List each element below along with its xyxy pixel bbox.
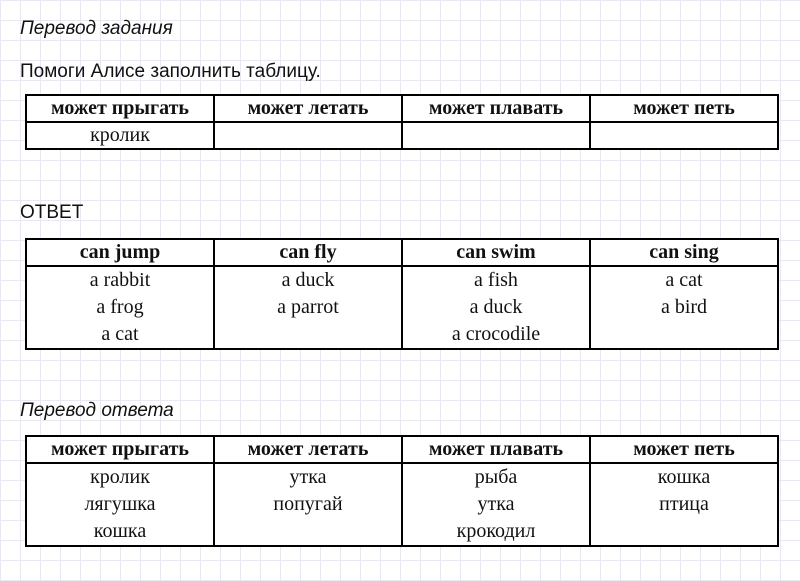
task-cell-jump: кролик — [26, 122, 214, 149]
list-item: a parrot — [277, 296, 339, 318]
list-item: рыба — [474, 466, 518, 488]
translation-header-swim: может плавать — [402, 436, 590, 463]
list-item: a crocodile — [451, 323, 541, 345]
translation-cell-sing — [590, 463, 778, 546]
list-item: утка — [289, 466, 327, 488]
answer-cell-sing — [590, 266, 778, 349]
list-item: a duck — [281, 269, 335, 291]
translation-table-row — [26, 463, 778, 546]
task-table-row — [26, 122, 778, 149]
list-item: крокодил — [456, 520, 536, 542]
answer-table — [25, 238, 779, 350]
translation-header-jump: может прыгать — [26, 436, 214, 463]
task-cell-swim — [402, 122, 590, 149]
answer-cell-fly — [214, 266, 402, 349]
task-title: Перевод задания — [20, 18, 173, 39]
translation-header-sing: может петь — [590, 436, 778, 463]
list-item: кошка — [657, 466, 711, 488]
list-item: a bird — [660, 296, 708, 318]
answer-table-row — [26, 266, 778, 349]
list-item: птица — [659, 493, 709, 515]
list-item: a fish — [474, 269, 518, 291]
task-header-jump: может прыгать — [26, 95, 214, 122]
list-item: a cat — [101, 323, 139, 345]
answer-header-fly: can fly — [214, 239, 402, 266]
translation-cell-jump — [26, 463, 214, 546]
answer-cell-swim — [402, 266, 590, 349]
translation-header-fly: может летать — [214, 436, 402, 463]
task-cell-sing — [590, 122, 778, 149]
answer-cell-jump — [26, 266, 214, 349]
answer-title: ОТВЕТ — [20, 202, 84, 223]
task-cell-fly — [214, 122, 402, 149]
answer-header-sing: can sing — [590, 239, 778, 266]
translation-cell-fly — [214, 463, 402, 546]
task-header-swim: может плавать — [402, 95, 590, 122]
answer-header-swim: can swim — [402, 239, 590, 266]
task-table-header-row — [26, 95, 778, 122]
translation-cell-swim — [402, 463, 590, 546]
task-header-sing: может петь — [590, 95, 778, 122]
list-item: кролик — [90, 466, 150, 488]
task-instruction: Помоги Алисе заполнить таблицу. — [20, 61, 321, 82]
list-item: кошка — [93, 520, 147, 542]
list-item: a duck — [469, 296, 523, 318]
translation-title: Перевод ответа — [20, 400, 174, 421]
list-item: a cat — [665, 269, 703, 291]
list-item: попугай — [273, 493, 343, 515]
list-item: a rabbit — [89, 269, 151, 291]
translation-table-header-row — [26, 436, 778, 463]
translation-table — [25, 435, 779, 547]
list-item: лягушка — [84, 493, 156, 515]
list-item: утка — [477, 493, 515, 515]
answer-header-jump: can jump — [26, 239, 214, 266]
answer-table-header-row — [26, 239, 778, 266]
task-table — [25, 94, 779, 150]
task-header-fly: может летать — [214, 95, 402, 122]
list-item: a frog — [96, 296, 144, 318]
